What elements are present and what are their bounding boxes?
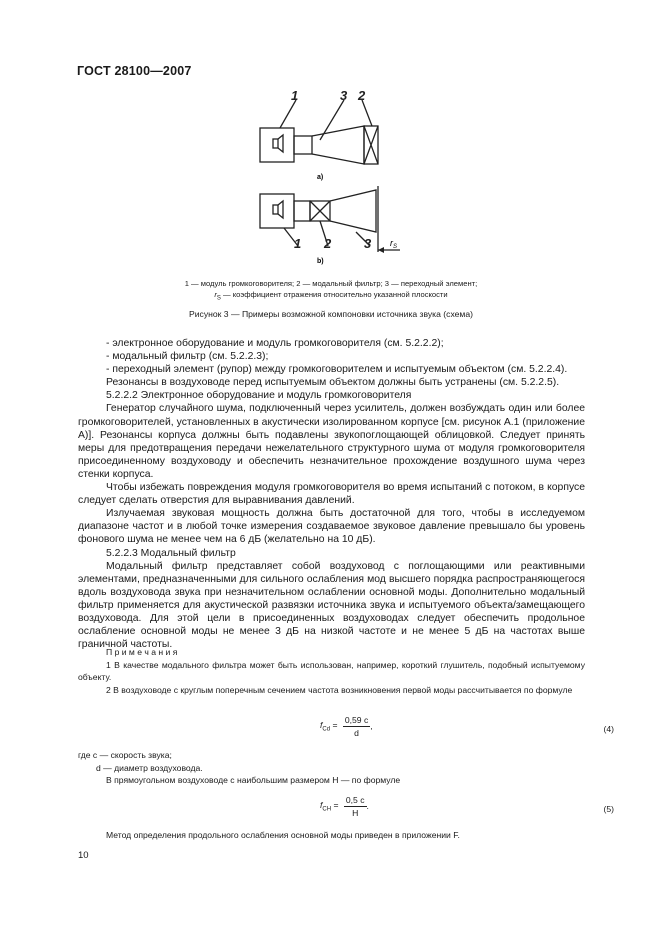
formula-4-fraction: $\frac{0,59 c}{d}$	[344, 715, 369, 738]
paragraph-generator: Генератор случайного шума, подключенный через усилитель, должен возбуждать один или более громкоговорителей, установленных в акустически изолированном корпусе [см. рисунок А.1 (приложение А)]. Резонансы корпуса должны быть подавлены звукопоглощающей облицовкой. Следует принять меры для предотвращения передачи нежелательного структурного шума от модуля громкоговорителя присоединенному воздуховоду и обеспечить незначительное прохождение воздушного шума через стенки корпуса.	[78, 403, 585, 480]
speaker-cone-b	[278, 201, 283, 218]
paragraph-damage: Чтобы избежать повреждения модуля громкоговорителя во время испытаний с потоком, в корпусе следует сделать отверстия для выравнивания давлений.	[78, 482, 585, 507]
paragraph-resonances: Резонансы в воздуховоде перед испытуемым объектом должны быть устранены (см. 5.2.2.5).	[106, 377, 560, 389]
formula-5: $f_{CH}$ = $\frac{0,5 c}{H}$ . (5)	[320, 795, 614, 818]
paragraph-modal-filter: Модальный фильтр представляет собой воздуховод с поглощающими или реактивными элементами, предназначенными для сильного ослабления мод высшего порядка распространяющегося вдоль воздуховода звука при незначительном ослаблении основной моды. Дополнительно модальный фильтр применяется для акустической развязки источника звука и испытуемого объекта/замещающего воздуховода. Для этой цели в присоединенных воздуховодах следует обеспечить продольное ослабление основной моды не менее 3 дБ на низкой частоте и не менее 5 дБ на частотах выше граничной частоты.	[78, 560, 585, 651]
paragraph-power: Излучаемая звуковая мощность должна быть достаточной для того, чтобы в исследуемом диапазоне частот и в любой точке измерения создаваемое звуковое давление превышало бы уровень фонового шума не менее чем на 6 дБ (желательно на 10 дБ).	[78, 508, 585, 546]
notes	[78, 646, 585, 696]
figure-3-diagram	[240, 86, 400, 271]
definition-c: где c — скорость звука;	[78, 750, 172, 760]
list-item: - электронное оборудование и модуль громкоговорителя (см. 5.2.2.2);	[106, 338, 444, 349]
method-note	[78, 829, 585, 842]
list-item: - переходный элемент (рупор) между громкоговорителем и испытуемым объектом (см. 5.2.2.4).	[106, 364, 568, 376]
sound-source-schematic	[240, 86, 400, 266]
modal-filter-cross-a	[364, 126, 378, 164]
label-3-top: 3	[340, 88, 348, 103]
method-text: Метод определения продольного ослабления основной моды приведен в приложении F.	[106, 830, 460, 840]
note-2: 2 В воздуховоде с круглым поперечным сечением частота возникновения первой моды рассчитывается по формуле	[106, 684, 573, 695]
sublabel-b: b)	[317, 258, 324, 265]
formula-5-number: (5)	[603, 804, 614, 814]
formula-4-definitions	[78, 749, 585, 787]
leader-1-a	[280, 100, 296, 128]
section-heading-5-2-2-3: 5.2.2.3 Модальный фильтр	[106, 547, 236, 559]
rs-label: $r_S$	[390, 238, 398, 250]
leader-2-a	[362, 100, 372, 126]
formula-4-lhs: $f_{Cd}$ =	[320, 720, 338, 733]
figure-caption: Рисунок 3 — Примеры возможной компоновки источника звука (схема)	[189, 309, 473, 319]
legend-line-1: 1 — модуль громкоговорителя; 2 — модальный фильтр; 3 — переходный элемент;	[184, 279, 478, 288]
modal-filter-cross-b	[310, 201, 330, 221]
rs-arrow-head	[378, 247, 384, 253]
label-1-top: 1	[291, 88, 299, 103]
notes-title: П р и м е ч а н и я	[106, 647, 178, 657]
speaker-cone-a	[278, 135, 283, 152]
document-header: ГОСТ 28100—2007	[77, 64, 192, 78]
formula-5-lhs: $f_{CH}$ =	[320, 800, 339, 813]
sublabel-a: а)	[317, 174, 324, 181]
page-number: 10	[78, 850, 89, 861]
label-2-top: 2	[358, 88, 366, 103]
figure-legend	[78, 278, 584, 305]
list-item: - модальный фильтр (см. 5.2.2.3);	[106, 351, 269, 363]
label-2-bottom: 2	[324, 236, 332, 251]
label-1-bottom: 1	[294, 236, 302, 251]
main-text	[78, 337, 585, 651]
transition-element-b	[330, 190, 376, 232]
legend-line-2: $r_S$ — коэффициент отражения относительно указанной плоскости	[214, 290, 448, 302]
label-3-bottom: 3	[364, 236, 372, 251]
duct-b	[294, 201, 310, 221]
formula-5-fraction: $\frac{0,5 c}{H}$	[345, 795, 365, 818]
loudspeaker-module-a	[260, 128, 294, 162]
rect-duct-text: В прямоугольном воздуховоде с наибольшим размером H — по формуле	[106, 775, 401, 786]
section-heading-5-2-2-2: 5.2.2.2 Электронное оборудование и модуль громкоговорителя	[106, 390, 412, 402]
formula-4: $f_{Cd}$ = $\frac{0,59 c}{d}$ , (4)	[320, 715, 614, 738]
leader-3-a	[320, 100, 344, 140]
loudspeaker-module-b	[260, 194, 294, 228]
transition-element-a	[312, 126, 364, 164]
duct-a	[294, 136, 312, 154]
definition-d: d — диаметр воздуховода.	[96, 762, 203, 773]
formula-4-number: (4)	[603, 724, 614, 734]
note-1: 1 В качестве модального фильтра может быть использован, например, короткий глушитель, подобный испытуемому объекту.	[78, 659, 585, 683]
speaker-icon-b	[273, 205, 278, 214]
speaker-icon-a	[273, 139, 278, 148]
